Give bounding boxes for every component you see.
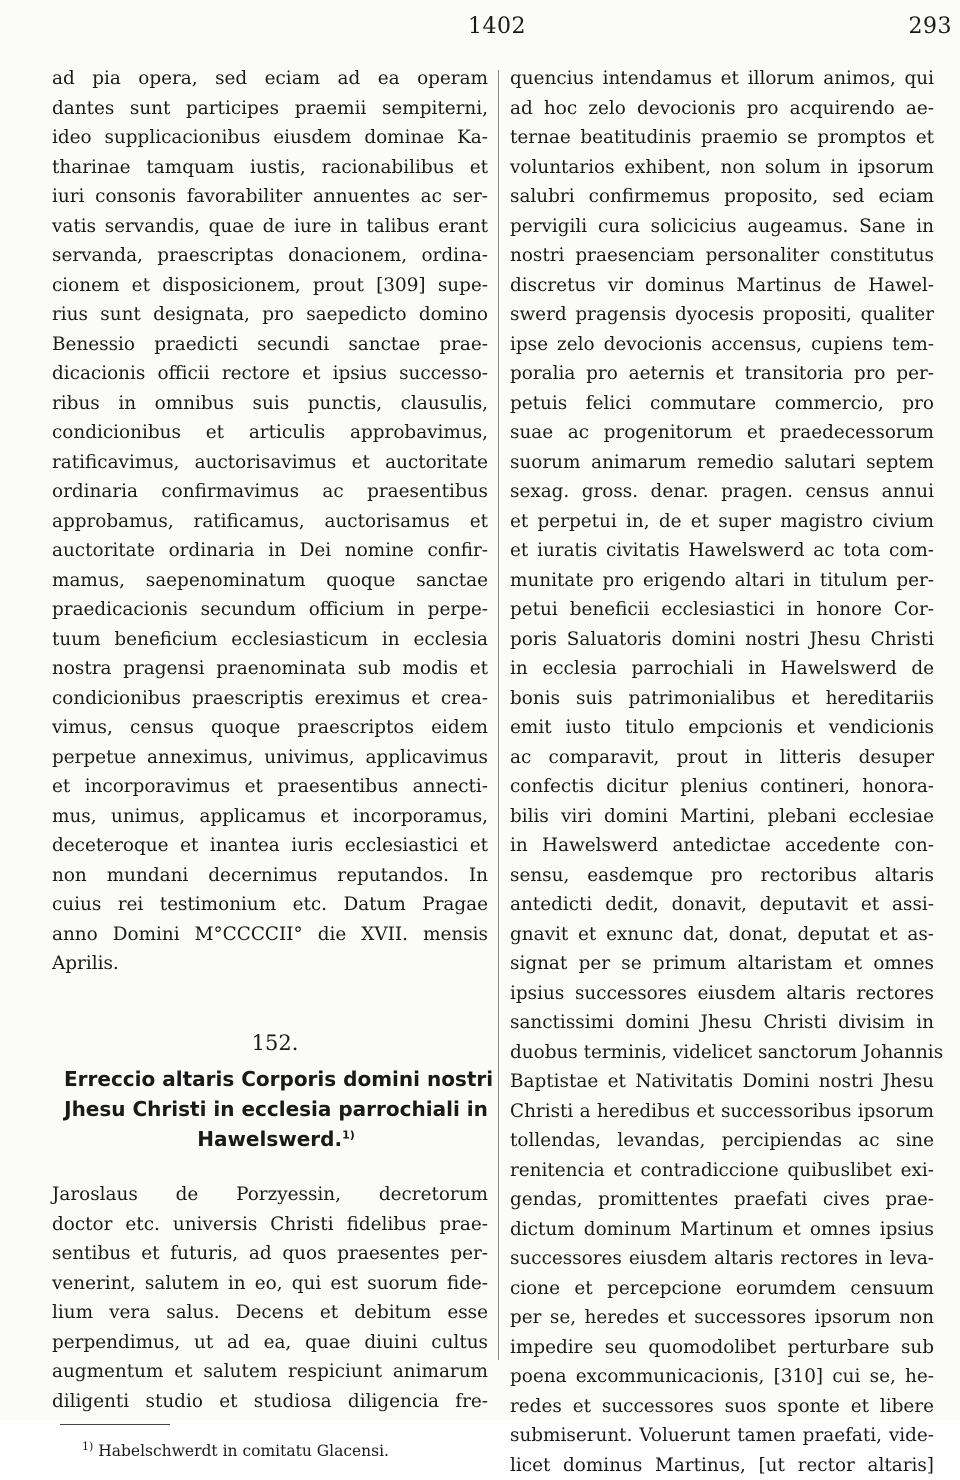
text-line: tharinae tamquam iustis, racionabilibus et [52, 153, 488, 183]
text-line: ac comparavit, prout in litteris desuper [510, 743, 934, 773]
running-head [0, 14, 960, 48]
right-text-block [510, 64, 934, 1480]
text-line: iuri consonis favorabiliter annuentes ac ser- [52, 182, 488, 212]
text-line: nostra pragensi praenominata sub modis et [52, 654, 488, 684]
text-line: gnavit et exnunc dat, donat, deputat et as- [510, 920, 934, 950]
heading-line [52, 1124, 488, 1154]
text-line: ipsius successores eiusdem altaris rectores [510, 979, 934, 1009]
text-line: perpetue anneximus, univimus, applicavimus [52, 743, 488, 773]
text-line: cuius rei testimonium etc. Datum Pragae [52, 890, 488, 920]
left-text-block-2 [52, 1180, 488, 1416]
text-line: renitencia et contradiccione quibuslibet exi- [510, 1156, 934, 1186]
text-line: suorum animarum remedio salutari septem [510, 448, 934, 478]
text-line: confectis dicitur plenius contineri, honora- [510, 772, 934, 802]
text-line: venerint, salutem in eo, qui est suorum fide- [52, 1269, 488, 1299]
text-line: sanctissimi domini Jhesu Christi divisim in [510, 1008, 934, 1038]
text-line: munitate pro erigendo altari in titulum per- [510, 566, 934, 596]
text-line: ipse zelo devocionis accensus, cupiens tem- [510, 330, 934, 360]
text-line: signat per se primum altaristam et omnes [510, 949, 934, 979]
text-line: anno Domini M°CCCCII° die XVII. mensis [52, 920, 488, 950]
text-line: dantes sunt participes praemii sempiterni, [52, 94, 488, 124]
text-line: augmentum et salutem respiciunt animarum [52, 1357, 488, 1387]
left-text-block [52, 64, 488, 979]
text-line: approbamus, ratificamus, auctorisamus et [52, 507, 488, 537]
text-line: poena excommunicacionis, [310] cui se, he- [510, 1362, 934, 1392]
text-line: dicacionis officii rectore et ipsius successo- [52, 359, 488, 389]
text-line: impedire seu quomodolibet perturbare sub [510, 1333, 934, 1363]
text-line: petui beneficii ecclesiastici in honore Cor- [510, 595, 934, 625]
text-line: doctor etc. universis Christi fidelibus prae- [52, 1210, 488, 1240]
text-line: servanda, praescriptas donacionem, ordina- [52, 241, 488, 271]
left-column [52, 64, 488, 1463]
running-head-year: 1402 [468, 14, 526, 39]
text-line: Baptistae et Nativitatis Domini nostri Jhesu [510, 1067, 934, 1097]
text-line: successores eiusdem altaris rectores in leva- [510, 1244, 934, 1274]
text-line: tuum beneficium ecclesiasticum in ecclesia [52, 625, 488, 655]
text-line: duobus terminis, videlicet sanctorum Johannis [510, 1038, 934, 1068]
text-line: et perpetui in, de et super magistro civium [510, 507, 934, 537]
document-heading [52, 1064, 488, 1154]
text-line: sensu, easdemque pro rectoribus altaris [510, 861, 934, 891]
text-line: ternae beatitudinis praemio se promptos et [510, 123, 934, 153]
text-line: salubri confirmemus proposito, sed eciam [510, 182, 934, 212]
footnote-reference: 1) [342, 1128, 355, 1141]
text-line: mamus, saepenominatum quoque sanctae [52, 566, 488, 596]
text-line: suae ac progenitorum et praedecessorum [510, 418, 934, 448]
text-line: poralia pro aeternis et transitoria pro per- [510, 359, 934, 389]
heading-line-text: Hawelswerd. [197, 1127, 342, 1151]
text-line: nostri praesenciam personaliter constitutus [510, 241, 934, 271]
footnote-text: Habelschwerdt in comitatu Glacensi. [98, 1442, 389, 1460]
heading-line: Erreccio altaris Corporis domini nostri [52, 1064, 488, 1094]
text-line: deceteroque et inantea iuris ecclesiastici et [52, 831, 488, 861]
text-line: ordinaria confirmavimus ac praesentibus [52, 477, 488, 507]
text-line: in Hawelswerd antedictae accedente con- [510, 831, 934, 861]
text-line: condicionibus praescriptis ereximus et crea- [52, 684, 488, 714]
text-line: non mundani decernimus reputandos. In [52, 861, 488, 891]
column-divider [498, 70, 499, 1360]
text-line: redes et successores suos sponte et libere [510, 1392, 934, 1422]
text-line: vatis servandis, quae de iure in talibus erant [52, 212, 488, 242]
text-line: submiserunt. Voluerunt tamen praefati, vide- [510, 1421, 934, 1451]
text-line: in ecclesia parrochiali in Hawelswerd de [510, 654, 934, 684]
text-line: condicionibus et articulis approbavimus, [52, 418, 488, 448]
text-line: dictum dominum Martinum et omnes ipsius [510, 1215, 934, 1245]
text-line: Benessio praedicti secundi sanctae prae- [52, 330, 488, 360]
text-line: sentibus et futuris, ad quos praesentes per- [52, 1239, 488, 1269]
text-line: ideo supplicacionibus eiusdem dominae Ka- [52, 123, 488, 153]
text-line: discretus vir dominus Martinus de Hawel- [510, 271, 934, 301]
text-line: cionem et disposicionem, prout [309] supe- [52, 271, 488, 301]
heading-line: Jhesu Christi in ecclesia parrochiali in [52, 1094, 488, 1124]
text-line: Jaroslaus de Porzyessin, decretorum [52, 1180, 488, 1210]
text-line: licet dominus Martinus, [ut rector altaris] [510, 1451, 934, 1480]
text-line: cione et percepcione eorumdem censuum [510, 1274, 934, 1304]
text-line: voluntarios exhibent, non solum in ipsorum [510, 153, 934, 183]
footnote-divider [60, 1424, 170, 1425]
text-line: emit iusto titulo empcionis et vendicionis [510, 713, 934, 743]
text-line: antedicti dedit, donavit, deputavit et assi- [510, 890, 934, 920]
text-line: petuis felici commutare commercio, pro [510, 389, 934, 419]
text-line: vimus, census quoque praescriptos eidem [52, 713, 488, 743]
text-line: per se, heredes et successores ipsorum non [510, 1303, 934, 1333]
text-line: auctoritate ordinaria in Dei nomine confir- [52, 536, 488, 566]
text-line: Aprilis. [52, 949, 488, 979]
text-line: bilis viri domini Martini, plebani ecclesiae [510, 802, 934, 832]
text-line: tollendas, levandas, percipiendas ac sine [510, 1126, 934, 1156]
text-line: sexag. gross. denar. pragen. census annui [510, 477, 934, 507]
text-line: Christi a heredibus et successoribus ipsorum [510, 1097, 934, 1127]
text-line: rius sunt designata, pro saepedicto domino [52, 300, 488, 330]
text-line: diligenti studio et studiosa diligencia fre- [52, 1387, 488, 1417]
footnote-mark: 1) [82, 1440, 93, 1453]
text-line: poris Saluatoris domini nostri Jhesu Christi [510, 625, 934, 655]
right-column [510, 64, 934, 1480]
text-line: ad hoc zelo devocionis pro acquirendo ae- [510, 94, 934, 124]
page-number: 293 [909, 14, 953, 39]
text-line: mus, unimus, applicamus et incorporamus, [52, 802, 488, 832]
text-line: ribus in omnibus suis punctis, clausulis, [52, 389, 488, 419]
text-line: pervigili cura solicicius augeamus. Sane in [510, 212, 934, 242]
text-line: gendas, promittentes praefati cives prae- [510, 1185, 934, 1215]
text-line: praedicacionis secundum officium in perpe- [52, 595, 488, 625]
footnote [52, 1439, 488, 1463]
text-line: et iuratis civitatis Hawelswerd ac tota com- [510, 536, 934, 566]
chapter-number: 152. [52, 1029, 488, 1059]
text-line: lium vera salus. Decens et debitum esse [52, 1298, 488, 1328]
text-line: swerd pragensis dyocesis propositi, qualiter [510, 300, 934, 330]
text-line: bonis suis patrimonialibus et hereditariis [510, 684, 934, 714]
text-line: et incorporavimus et praesentibus annecti- [52, 772, 488, 802]
text-line: ratificavimus, auctorisavimus et auctoritate [52, 448, 488, 478]
text-line: ad pia opera, sed eciam ad ea operam [52, 64, 488, 94]
text-line: quencius intendamus et illorum animos, qui [510, 64, 934, 94]
text-line: perpendimus, ut ad ea, quae diuini cultus [52, 1328, 488, 1358]
